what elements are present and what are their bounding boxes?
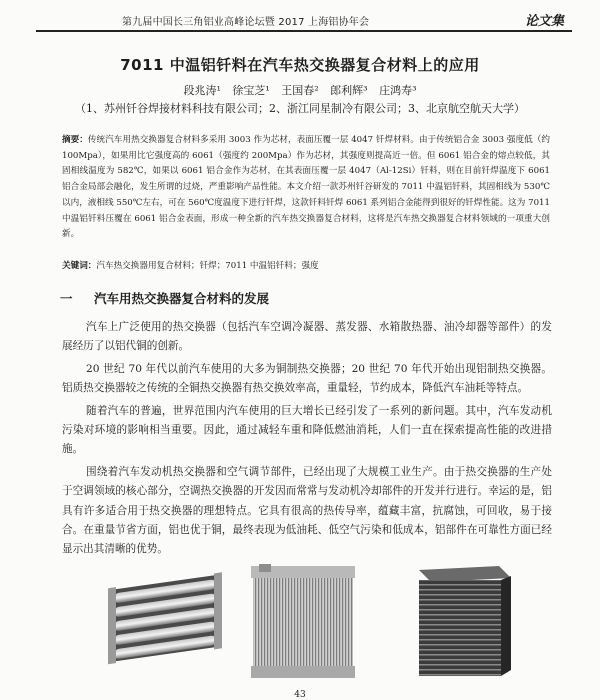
section-title: 汽车用热交换器复合材料的发展 bbox=[94, 291, 270, 306]
page-number: 43 bbox=[294, 690, 306, 700]
section-heading bbox=[60, 289, 269, 307]
paragraph: 围绕着汽车发动机热交换器和空气调节部件，已经出现了大规模工业生产。由于热交换器的生产处于空调领域的核心部分，空调热交换器的开发因而常常与发动机冷却部件的开发并行进行。幸运的是，铝具有许多适合用于热交换器的理想特点。它具有很高的热传导率，蕴藏丰富，抗腐蚀，可回收，易于接合。在重量节省方面，铝也优于铜，最终表现为低油耗、低空气污染和低成本，铝部件在可靠性方面已经显示出其清晰的优势。 bbox=[62, 465, 552, 556]
conference-name: 第九届中国长三角铝业高峰论坛暨 2017 上海铝协年会 bbox=[122, 17, 370, 28]
paper-title: 7011 中温铝钎料在汽车热交换器复合材料上的应用 bbox=[120, 56, 480, 74]
paragraph: 汽车上广泛使用的热交换器（包括汽车空调冷凝器、蒸发器、水箱散热器、油冷却器等部件）的发展经历了以铝代铜的创新。 bbox=[62, 321, 552, 353]
abstract-text: 传统汽车用热交换器复合材料多采用 3003 作为芯材，表面压覆一层 4047 钎焊材料。由于传统铝合金 3003 强度低（约 100Mpa），如果用比它强度高的 6061（强度约 200Mpa）作为芯材，其强度则提高近一倍。但 6061 铝合金的熔点较低，其固相线温度为 582℃，如果以 6061 铝合金作为芯材，在其表面压覆一层 4047（Al-12Si）钎料，则在目前钎焊温度下 6061 铝合金局部会融化，发生所谓的过烧，严重影响产品性能。本文介绍一款苏州钎谷研发的 7011 中温铝钎料，其固相线为 530℃以内，液相线 550℃左右，可在 560℃度温度下进行钎焊，这款钎料钎焊 6061 系列铝合金能得到很好的钎焊性能。这为 7011 中温铝钎料压覆在 6061 铝合金表面，形成一种全新的汽车热交换器复合材料，这将是汽车热交换器复合材料领域的一项重大创新。 bbox=[62, 135, 550, 240]
keywords-label: 关键词： bbox=[62, 261, 97, 271]
tube-heat-exchanger-photo bbox=[104, 564, 226, 680]
paragraph: 20 世纪 70 年代以前汽车使用的大多为铜制热交换器；20 世纪 70 年代开始出现铝制热交换器。铝质热交换器较之传统的全铜热交换器有热交换效率高，重量轻，节约成本，降低汽车油耗等特点。 bbox=[62, 362, 552, 395]
plate-fin-block-photo bbox=[415, 564, 513, 680]
section-number: 一 bbox=[60, 291, 73, 306]
abstract bbox=[62, 133, 550, 243]
keywords-text: 汽车热交换器用复合材料；钎焊；7011 中温铝钎料；强度 bbox=[96, 261, 319, 271]
page-header bbox=[36, 8, 572, 32]
author-list: 段兆涛¹ 徐宝芝¹ 王国春² 郎利辉³ 庄鸿寿³ bbox=[183, 84, 417, 97]
radiator-photo bbox=[249, 564, 357, 680]
paragraph: 随着汽车的普遍，世界范围内汽车使用的巨大增长已经引发了一系列的新问题。其中，汽车发动机污染对环境的影响相当重要。因此，通过减轻车重和降低燃油消耗，人们一直在探索提高性能的改进措施。 bbox=[62, 404, 552, 456]
abstract-label: 摘要： bbox=[62, 135, 88, 145]
collection-label: 论文集 bbox=[524, 14, 564, 29]
body-text bbox=[62, 318, 552, 563]
keywords bbox=[62, 259, 550, 271]
affiliations: （1、苏州钎谷焊接材料科技有限公司；2、浙江同星制冷有限公司；3、北京航空航天大学） bbox=[75, 102, 525, 115]
